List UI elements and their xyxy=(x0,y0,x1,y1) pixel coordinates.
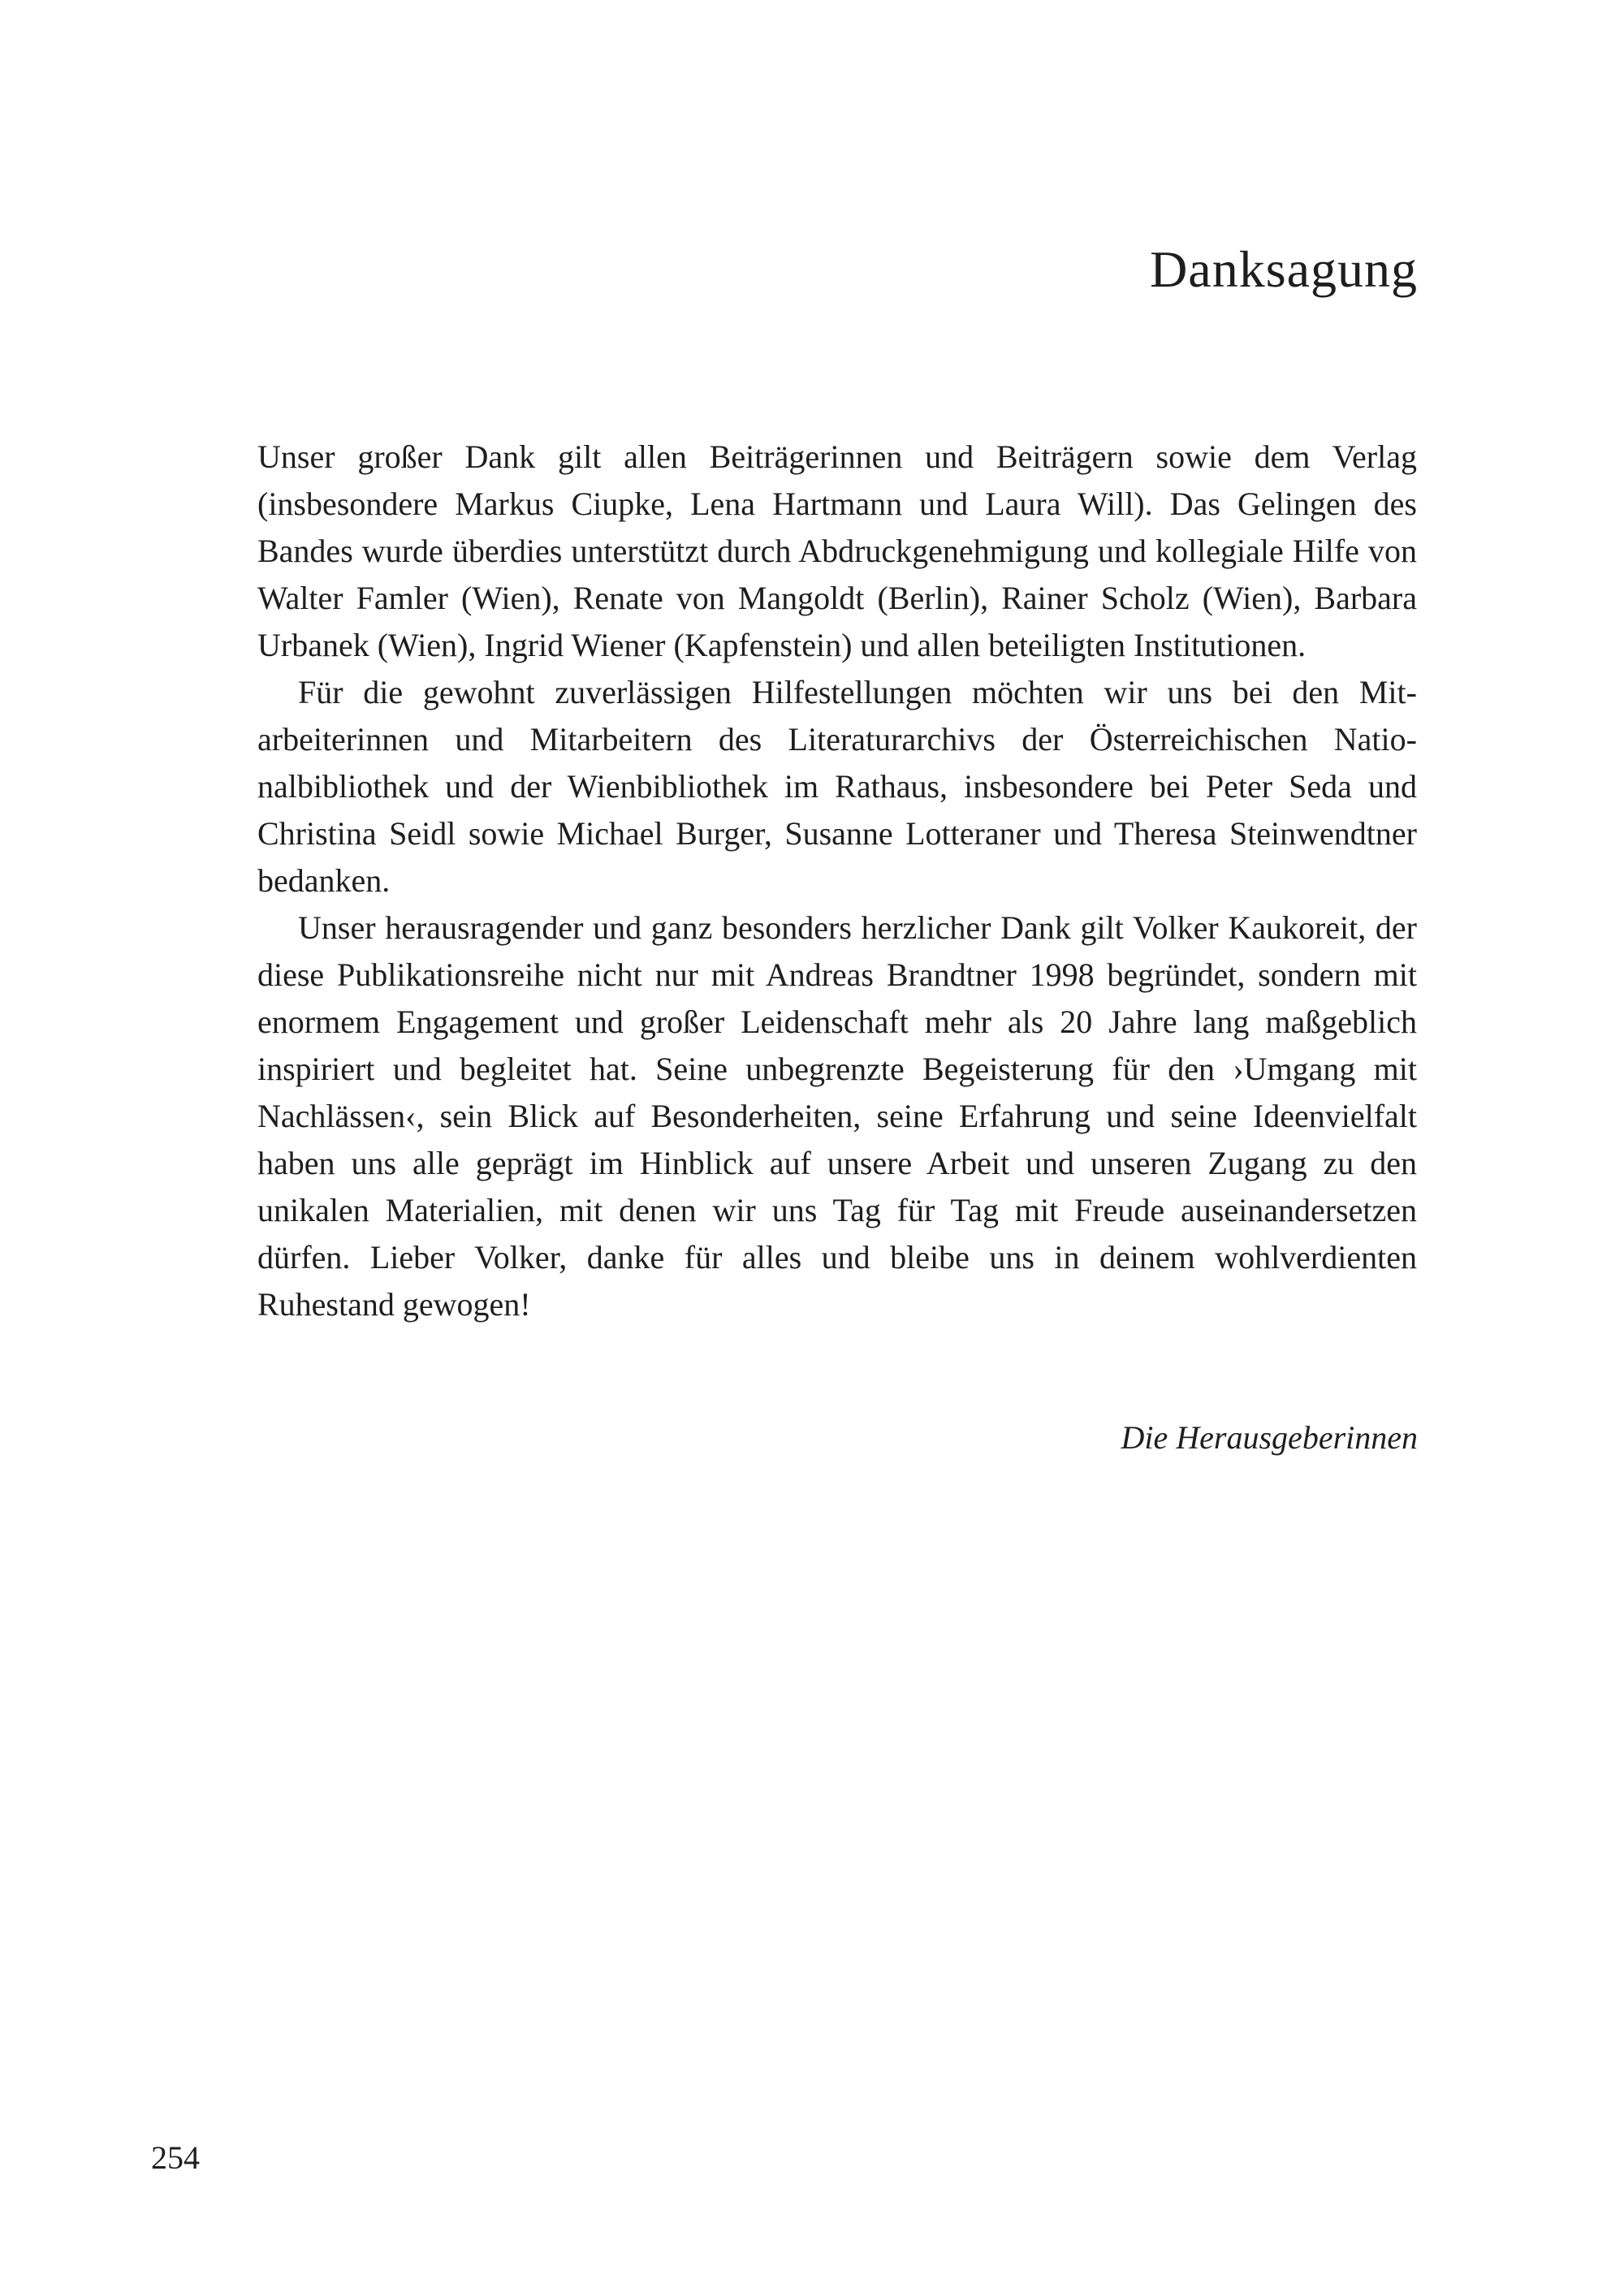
paragraph: Unser herausragender und ganz besonders herzlicher Dank gilt Volker Kaukoreit, der diese Publikationsreihe nicht nur mit Andreas Brandtner 1998 begründet, sondern mit enormem Engagement und großer Leidenschaft mehr als 20 Jahre lang maßgeblich inspiriert und begleitet hat. Seine unbegrenzte Begeisterung für den ›Umgang mit Nachlässen‹, sein Blick auf Besonderheiten, seine Erfahrung und seine Ideenvielfalt haben uns alle geprägt im Hinblick auf unsere Arbeit und unseren Zugang zu den unikalen Materialien, mit denen wir uns Tag für Tag mit Freude auseinandersetzen dürfen. Lieber Volker, danke für alles und bleibe uns in deinem wohlverdienten Ruhestand gewogen! xyxy=(257,909,1417,1323)
signature: Die Herausgeberinnen xyxy=(1121,1419,1418,1456)
paragraph: Unser großer Dank gilt allen Beiträgerinnen und Beiträgern sowie dem Verlag (insbesondere Markus Ciupke, Lena Hartmann und Laura Will). Das Gelingen des Bandes wurde überdies unterstützt durch Abdruckgenehmigung und kollegiale Hilfe von Walter Famler (Wien), Renate von Mangoldt (Berlin), Rainer Scholz (Wien), Barbara Urbanek (Wien), Ingrid Wiener (Kapfenstein) und allen beteiligten Institutionen. xyxy=(257,438,1417,663)
page-number: 254 xyxy=(151,2139,200,2176)
page-title: Danksagung xyxy=(1150,240,1418,298)
body-text xyxy=(257,434,1417,1328)
paragraph: Für die gewohnt zuverlässigen Hilfestellungen möchten wir uns bei den Mitarbeiterinnen und Mitarbeitern des Literaturarchivs der Österreichischen Nationalbibliothek und der Wienbibliothek im Rathaus, insbesondere bei Peter Seda und Christina Seidl sowie Michael Burger, Susanne Lotteraner und Theresa Steinwendtner bedanken. xyxy=(257,674,1417,899)
